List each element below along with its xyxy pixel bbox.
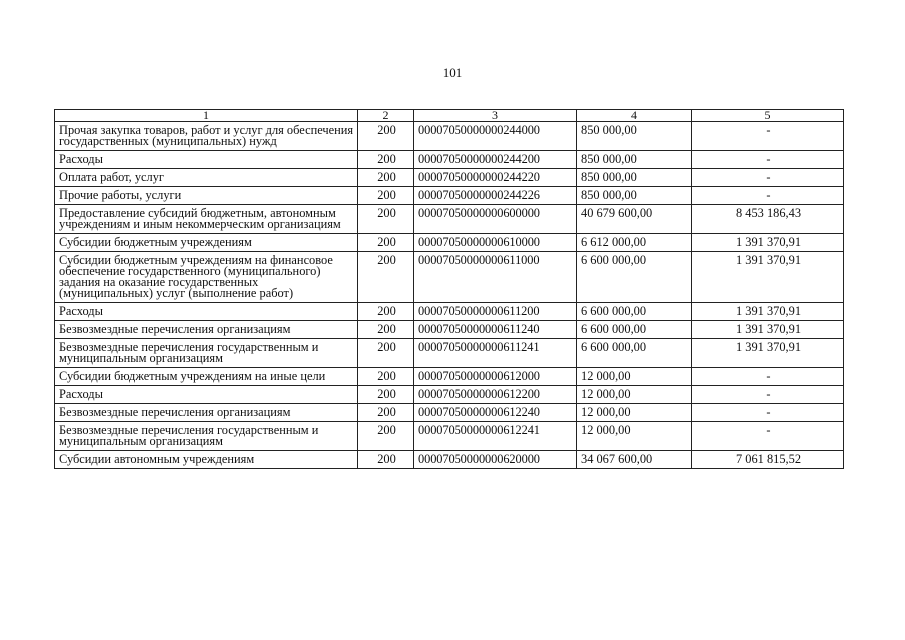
row-kbk-cell: 00007050000000244200 [414, 151, 577, 169]
row-code-cell: 200 [358, 339, 414, 368]
row-fact-cell: 8 453 186,43 [692, 205, 844, 234]
page-number: 101 [442, 65, 463, 80]
table-row [55, 339, 844, 368]
row-code-cell: 200 [358, 151, 414, 169]
row-fact-cell: - [692, 169, 844, 187]
row-code-cell: 200 [358, 422, 414, 451]
row-fact-cell: 7 061 815,52 [692, 451, 844, 469]
row-plan-cell: 850 000,00 [577, 151, 692, 169]
row-code-cell: 200 [358, 386, 414, 404]
table-row [55, 451, 844, 469]
row-plan-cell: 6 600 000,00 [577, 303, 692, 321]
row-name-cell: Предоставление субсидий бюджетным, автономным учреждениям и иным некоммерческим организациям [55, 205, 358, 234]
row-fact-cell: - [692, 386, 844, 404]
row-fact-cell: 1 391 370,91 [692, 252, 844, 303]
row-code-cell: 200 [358, 451, 414, 469]
row-plan-cell: 12 000,00 [577, 404, 692, 422]
row-plan-cell: 34 067 600,00 [577, 451, 692, 469]
row-kbk-cell: 00007050000000611000 [414, 252, 577, 303]
table-row [55, 234, 844, 252]
table-row [55, 368, 844, 386]
table-row [55, 122, 844, 151]
row-name-cell: Безвозмездные перечисления государственным и муниципальным организациям [55, 422, 358, 451]
row-kbk-cell: 00007050000000611241 [414, 339, 577, 368]
table-row [55, 252, 844, 303]
row-fact-cell: - [692, 122, 844, 151]
table-row [55, 422, 844, 451]
header-cell: 3 [414, 110, 577, 122]
row-fact-cell: - [692, 151, 844, 169]
table-body [55, 122, 844, 469]
row-kbk-cell: 00007050000000612240 [414, 404, 577, 422]
row-code-cell: 200 [358, 404, 414, 422]
row-kbk-cell: 00007050000000620000 [414, 451, 577, 469]
row-code-cell: 200 [358, 368, 414, 386]
row-kbk-cell: 00007050000000244226 [414, 187, 577, 205]
row-code-cell: 200 [358, 321, 414, 339]
table-row [55, 386, 844, 404]
row-name-cell: Прочие работы, услуги [55, 187, 358, 205]
row-name-cell: Расходы [55, 303, 358, 321]
row-kbk-cell: 00007050000000611240 [414, 321, 577, 339]
row-code-cell: 200 [358, 122, 414, 151]
header-cell: 1 [55, 110, 358, 122]
row-code-cell: 200 [358, 303, 414, 321]
table-row [55, 205, 844, 234]
row-name-cell: Безвозмездные перечисления организациям [55, 404, 358, 422]
row-kbk-cell: 00007050000000612241 [414, 422, 577, 451]
budget-table [54, 109, 844, 469]
row-fact-cell: 1 391 370,91 [692, 234, 844, 252]
row-code-cell: 200 [358, 169, 414, 187]
row-fact-cell: - [692, 404, 844, 422]
row-fact-cell: - [692, 368, 844, 386]
row-name-cell: Субсидии бюджетным учреждениям на иные цели [55, 368, 358, 386]
row-name-cell: Безвозмездные перечисления организациям [55, 321, 358, 339]
table-header-row [55, 110, 844, 122]
row-kbk-cell: 00007050000000612000 [414, 368, 577, 386]
row-fact-cell: - [692, 187, 844, 205]
row-plan-cell: 40 679 600,00 [577, 205, 692, 234]
table-row [55, 187, 844, 205]
row-plan-cell: 6 612 000,00 [577, 234, 692, 252]
row-kbk-cell: 00007050000000611200 [414, 303, 577, 321]
row-plan-cell: 12 000,00 [577, 368, 692, 386]
row-name-cell: Субсидии бюджетным учреждениям [55, 234, 358, 252]
row-kbk-cell: 00007050000000244000 [414, 122, 577, 151]
row-fact-cell: 1 391 370,91 [692, 321, 844, 339]
table-row [55, 151, 844, 169]
header-cell: 4 [577, 110, 692, 122]
row-kbk-cell: 00007050000000612200 [414, 386, 577, 404]
row-code-cell: 200 [358, 252, 414, 303]
table-row [55, 321, 844, 339]
row-name-cell: Субсидии бюджетным учреждениям на финансовое обеспечение государственного (муниципального) задания на оказание государственных (муниципальных) услуг (выполнение работ) [55, 252, 358, 303]
row-kbk-cell: 00007050000000610000 [414, 234, 577, 252]
row-code-cell: 200 [358, 187, 414, 205]
row-kbk-cell: 00007050000000600000 [414, 205, 577, 234]
row-plan-cell: 12 000,00 [577, 386, 692, 404]
row-plan-cell: 6 600 000,00 [577, 339, 692, 368]
row-plan-cell: 6 600 000,00 [577, 321, 692, 339]
row-plan-cell: 850 000,00 [577, 169, 692, 187]
row-plan-cell: 850 000,00 [577, 187, 692, 205]
row-code-cell: 200 [358, 234, 414, 252]
row-name-cell: Субсидии автономным учреждениям [55, 451, 358, 469]
table-row [55, 404, 844, 422]
row-name-cell: Прочая закупка товаров, работ и услуг для обеспечения государственных (муниципальных) нужд [55, 122, 358, 151]
row-fact-cell: - [692, 422, 844, 451]
row-fact-cell: 1 391 370,91 [692, 303, 844, 321]
row-kbk-cell: 00007050000000244220 [414, 169, 577, 187]
table-row [55, 303, 844, 321]
row-name-cell: Расходы [55, 386, 358, 404]
header-cell: 2 [358, 110, 414, 122]
row-fact-cell: 1 391 370,91 [692, 339, 844, 368]
table-row [55, 169, 844, 187]
row-plan-cell: 12 000,00 [577, 422, 692, 451]
header-cell: 5 [692, 110, 844, 122]
row-name-cell: Расходы [55, 151, 358, 169]
row-name-cell: Безвозмездные перечисления государственным и муниципальным организациям [55, 339, 358, 368]
row-name-cell: Оплата работ, услуг [55, 169, 358, 187]
row-code-cell: 200 [358, 205, 414, 234]
row-plan-cell: 850 000,00 [577, 122, 692, 151]
row-plan-cell: 6 600 000,00 [577, 252, 692, 303]
